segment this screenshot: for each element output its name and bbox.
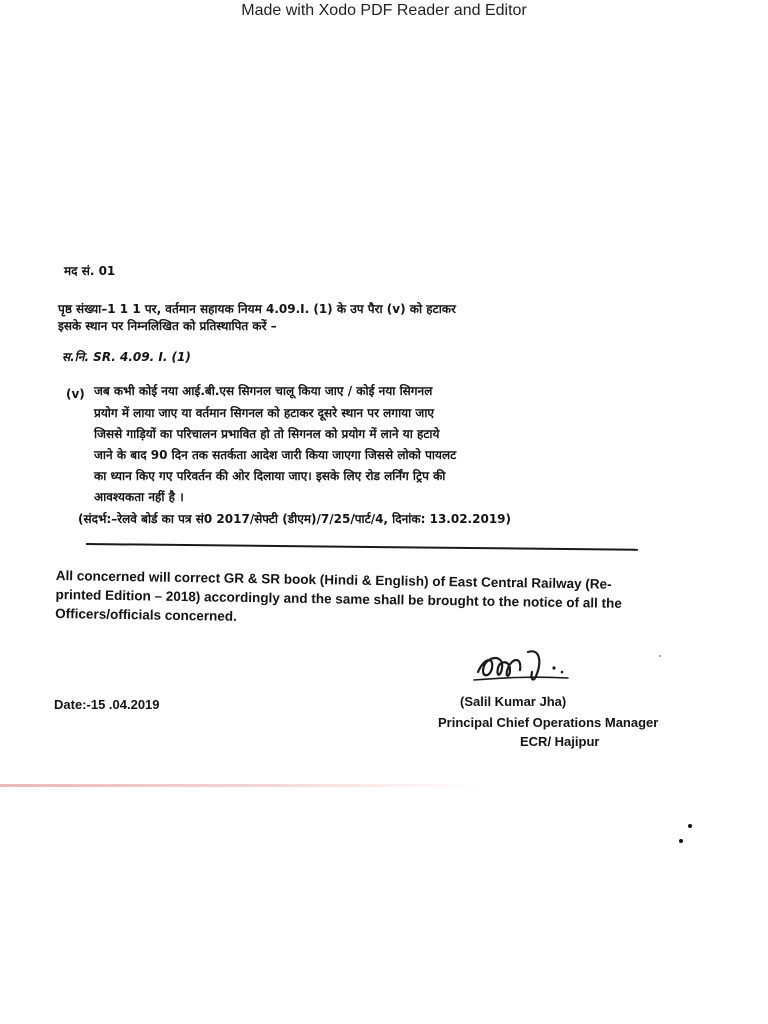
signatory-title: Principal Chief Operations Manager <box>438 715 659 730</box>
rule-body-line: आवश्यकता नहीं है । <box>94 490 184 504</box>
horizontal-divider <box>86 543 638 551</box>
rule-body-line: जब कभी कोई नया आई.बी.एस सिगनल चालू किया जाए / कोई नया सिगनल <box>94 384 433 398</box>
signatory-name: (Salil Kumar Jha) <box>460 694 567 709</box>
rule-body-line: जिससे गाड़ियों का परिचालन प्रभावित हो तो सिगनल को प्रयोग में लाने या हटाये <box>94 427 440 441</box>
rule-body-line: जाने के बाद 90 दिन तक सतर्कता आदेश जारी किया जाएगा जिससे लोको पायलट <box>94 448 457 462</box>
signatory-office: ECR/ Hajipur <box>520 734 600 749</box>
scan-speck <box>679 839 683 843</box>
page-bottom-edge <box>0 784 490 787</box>
intro-paragraph-line: इसके स्थान पर निम्नलिखित को प्रतिस्थापित करें – <box>58 319 277 333</box>
intro-paragraph-line: पृष्ठ संख्या–1 1 1 पर, वर्तमान सहायक नियम 4.09.I. (1) के उप पैरा (v) को हटाकर <box>58 302 456 316</box>
watermark-text: Made with Xodo PDF Reader and Editor <box>241 2 527 19</box>
item-number: मद सं. 01 <box>64 264 116 278</box>
correction-notice: All concerned will correct GR & SR book (Hindi & English) of East Central Railway (Re-printed Edition – 2018) accordingly and the same shall be brought to the notice of all the Officers/officials concerned. <box>55 567 622 624</box>
signature-image <box>470 642 580 686</box>
scan-speck <box>688 824 692 828</box>
document-date: Date:-15 .04.2019 <box>54 697 160 712</box>
rule-reference: स.नि. SR. 4.09. I. (1) <box>62 350 191 364</box>
sub-para-marker: (v) <box>66 387 85 401</box>
scan-speck <box>659 655 661 657</box>
board-letter-reference: (संदर्भ:–रेलवे बोर्ड का पत्र सं0 2017/सेफ्टी (डीएम)/7/25/पार्ट/4, दिनांक: 13.02.2019) <box>78 512 512 526</box>
rule-body-line: का ध्यान किए गए परिवर्तन की ओर दिलाया जाए। इसके लिए रोड लर्निंग ट्रिप की <box>94 469 446 483</box>
rule-body-line: प्रयोग में लाया जाए या वर्तमान सिगनल को हटाकर दूसरे स्थान पर लगाया जाए <box>94 406 435 420</box>
